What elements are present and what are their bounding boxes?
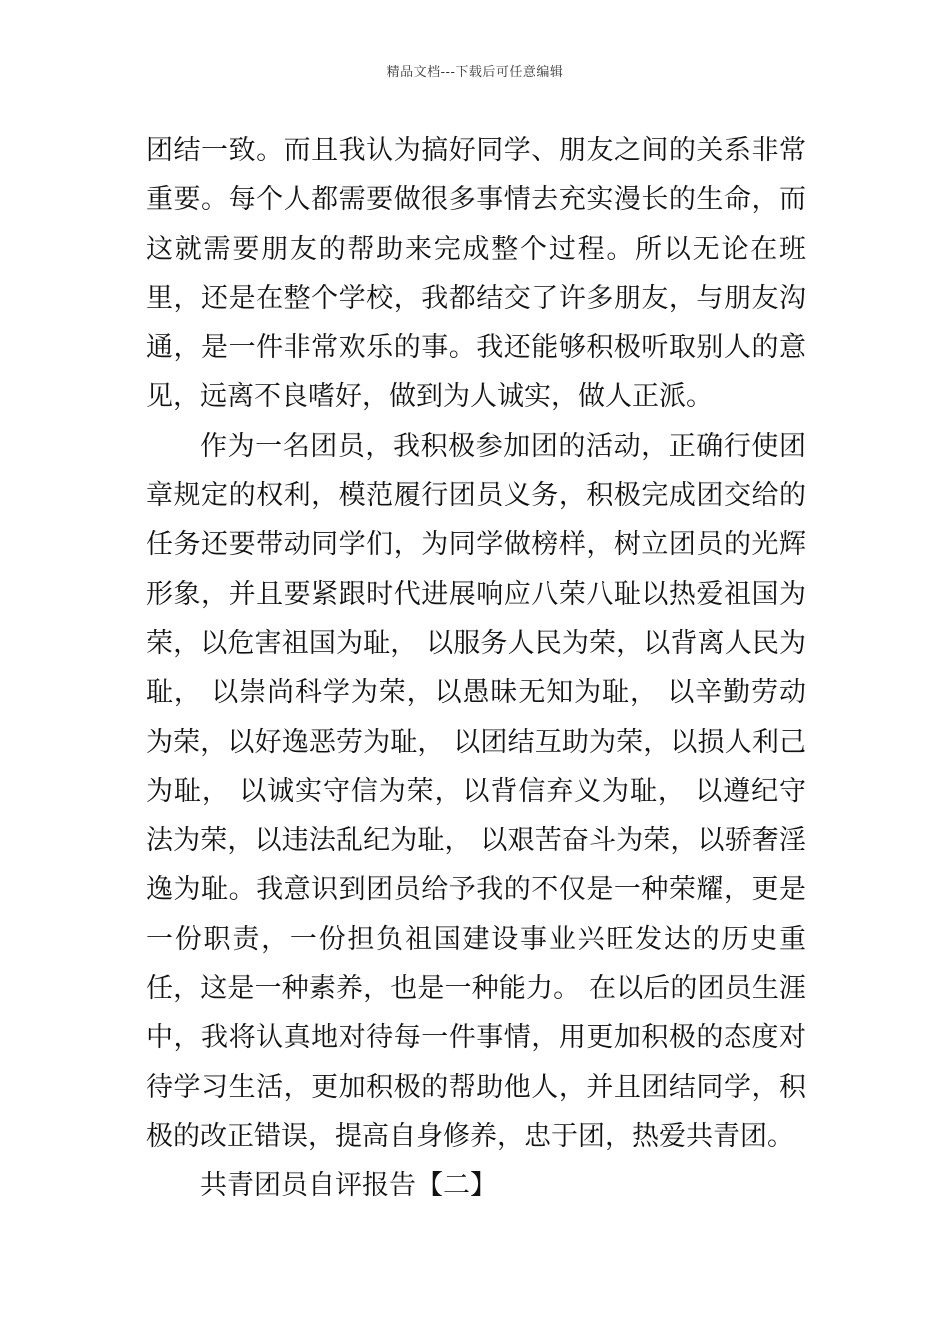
paragraph-member-duties: 作为一名团员，我积极参加团的活动，正确行使团章规定的权利，模范履行团员义务，积极完成团交给的任务还要带动同学们，为同学做榜样，树立团员的光辉形象，并且要紧跟时代进展响应八荣八耻以热爱祖国为荣，以危害祖国为耻， 以服务人民为荣，以背离人民为耻， 以崇尚科学为荣，以愚昧无知为耻， 以辛勤劳动为荣，以好逸恶劳为耻， 以团结互助为荣，以损人利己为耻， 以诚实守信为荣，以背信弃义为耻， 以遵纪守法为荣，以违法乱纪为耻， 以艰苦奋斗为荣，以骄奢淫逸为耻。我意识到团员给予我的不仅是一种荣耀，更是一份职责，一份担负祖国建设事业兴旺发达的历史重任，这是一种素养，也是一种能力。 在以后的团员生涯中，我将认真地对待每一件事情，用更加积极的态度对待学习生活，更加积极的帮助他人，并且团结同学，积极的改正错误，提高自身修养，忠于团，热爱共青团。 — [146, 430, 806, 1152]
section-heading: 共青团员自评报告【二】 — [200, 1170, 497, 1202]
document-body — [146, 126, 806, 1211]
page-header: 精品文档---下载后可任意编辑 — [386, 65, 564, 80]
paragraph-continued: 团结一致。而且我认为搞好同学、朋友之间的关系非常重要。每个人都需要做很多事情去充实漫长的生命，而这就需要朋友的帮助来完成整个过程。所以无论在班里，还是在整个学校，我都结交了许多朋友，与朋友沟通，是一件非常欢乐的事。我还能够积极听取别人的意见，远离不良嗜好，做到为人诚实，做人正派。 — [146, 135, 806, 413]
